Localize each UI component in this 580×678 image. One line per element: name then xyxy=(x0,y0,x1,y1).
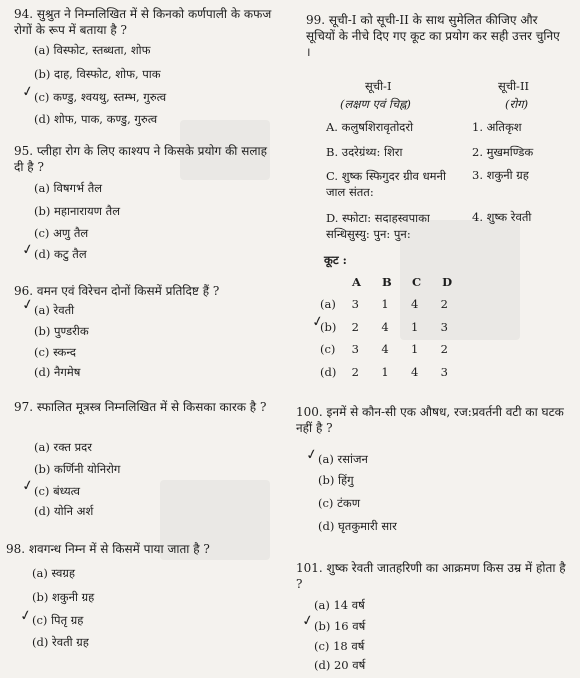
option-b[interactable]: (b) पुण्डरीक xyxy=(34,324,89,338)
list-1-item-a: A. कलुषशिरावृतोदरो xyxy=(326,120,414,134)
option-b[interactable]: (b) 16 वर्ष xyxy=(314,619,366,633)
option-d[interactable]: (d) घृतकुमारी सार xyxy=(318,519,397,533)
koot-cell: 4 xyxy=(381,320,389,334)
list-1-item-b: B. उदरेग्रंथ्य: शिरा xyxy=(326,145,403,159)
option-d[interactable]: (d) नैगमेष xyxy=(34,365,81,379)
koot-cell: 3 xyxy=(351,342,359,356)
option-c[interactable]: (c) टंकण xyxy=(318,496,361,510)
tick-mark-icon: ✓ xyxy=(18,606,34,626)
koot-label: कूट : xyxy=(324,253,347,267)
question-97 xyxy=(14,399,278,415)
koot-row-a[interactable] xyxy=(320,297,467,311)
list-2-item-4: 4. शुष्क रेवती xyxy=(472,210,532,224)
koot-cell: 1 xyxy=(381,365,389,379)
question-99 xyxy=(306,12,568,60)
koot-cell: 3 xyxy=(351,297,359,311)
koot-header-row xyxy=(320,275,468,289)
option-a[interactable]: (a) रेवती xyxy=(34,303,75,317)
koot-header-d: D xyxy=(442,275,453,289)
option-c[interactable]: (c) बंध्यत्व xyxy=(34,484,81,498)
option-a[interactable]: (a) रसांजन xyxy=(318,452,368,466)
option-b[interactable]: (b) हिंगु xyxy=(318,473,354,487)
option-d[interactable]: (d) शोफ, पाक, कण्डु, गुरुत्व xyxy=(34,112,158,126)
list-2-subheading: (रोग) xyxy=(505,97,529,111)
option-c[interactable]: (c) कण्डु, श्वयथु, स्तम्भ, गुरुत्व xyxy=(34,90,167,104)
question-98 xyxy=(6,541,278,557)
question-95 xyxy=(14,143,278,175)
question-text: 99. सूची-I को सूची-II के साथ सुमेलित कीजिए और सूचियों के नीचे दिए गए कूट का प्रयोग कर सही उत्तर चुनिए । xyxy=(306,13,560,59)
question-101 xyxy=(296,560,568,592)
option-c[interactable]: (c) पितृ ग्रह xyxy=(32,613,84,627)
list-1-heading: सूची-I xyxy=(365,79,392,93)
koot-cell: 1 xyxy=(410,320,419,334)
tick-mark-icon: ✓ xyxy=(20,240,36,260)
question-94 xyxy=(14,6,278,38)
tick-mark-icon: ✓ xyxy=(20,82,36,102)
koot-cell: 4 xyxy=(410,297,419,311)
tick-mark-icon: ✓ xyxy=(20,476,36,496)
option-a[interactable]: (a) विस्फोट, स्तब्धता, शोफ xyxy=(34,43,151,57)
option-d[interactable]: (d) योनि अर्श xyxy=(34,504,94,518)
koot-cell: 3 xyxy=(440,365,448,379)
option-a[interactable]: (a) रक्त प्रदर xyxy=(34,440,92,454)
koot-row-c[interactable] xyxy=(320,342,467,356)
question-text: 98. शवगन्ध निम्न में से किसमें पाया जाता है ? xyxy=(6,542,210,556)
option-b[interactable]: (b) कर्णिनी योनिरोग xyxy=(34,462,121,476)
question-text: 94. सुश्रुत ने निम्नलिखित में से किनको कर्णपाली के कफज रोगों के रूप में बताया है ? xyxy=(14,7,272,37)
koot-cell: 2 xyxy=(440,297,448,311)
option-a[interactable]: (a) 14 वर्ष xyxy=(314,598,365,612)
list-1-item-d: D. स्फोटा: सदाहस्वपाका सन्धिसुस्यु: पुन: पुन: xyxy=(326,211,430,241)
option-label: (b) xyxy=(320,320,337,334)
option-label: (a) xyxy=(320,297,336,311)
koot-row-d[interactable] xyxy=(320,365,467,379)
tick-mark-icon: ✓ xyxy=(20,295,36,315)
option-d[interactable]: (d) कटु तैल xyxy=(34,247,87,261)
koot-header-c: C xyxy=(412,275,422,289)
option-c[interactable]: (c) स्कन्द xyxy=(34,345,77,359)
question-text: 95. प्लीहा रोग के लिए काश्यप ने किसके प्रयोग की सलाह दी है ? xyxy=(14,144,267,174)
option-b[interactable]: (b) महानारायण तैल xyxy=(34,204,120,218)
option-d[interactable]: (d) रेवती ग्रह xyxy=(32,635,89,649)
tick-mark-icon: ✓ xyxy=(310,312,326,332)
question-text: 100. इनमें से कौन-सी एक औषध, रज:प्रवर्तनी वटी का घटक नहीं है ? xyxy=(296,405,564,435)
koot-header-b: B xyxy=(382,275,392,289)
koot-cell: 2 xyxy=(351,365,359,379)
option-label: (c) xyxy=(320,342,336,356)
koot-cell: 2 xyxy=(440,342,448,356)
koot-cell: 2 xyxy=(351,320,359,334)
question-96 xyxy=(14,283,278,299)
tick-mark-icon: ✓ xyxy=(304,445,320,465)
option-d[interactable]: (d) 20 वर्ष xyxy=(314,658,366,672)
koot-cell: 3 xyxy=(440,320,448,334)
list-2-item-1: 1. अतिकृश xyxy=(472,120,522,134)
option-a[interactable]: (a) विषगर्भ तैल xyxy=(34,181,103,195)
option-label: (d) xyxy=(320,365,337,379)
koot-cell: 1 xyxy=(381,297,389,311)
option-c[interactable]: (c) अणु तैल xyxy=(34,226,89,240)
koot-header-a: A xyxy=(352,275,361,289)
question-text: 97. स्फालित मूत्रस्त्र निम्नलिखित में से किसका कारक है ? xyxy=(14,400,267,414)
koot-cell: 4 xyxy=(410,365,419,379)
koot-row-b[interactable] xyxy=(320,320,467,334)
list-2-item-3: 3. शकुनी ग्रह xyxy=(472,168,529,182)
list-1-item-c: C. शुष्क स्फिगुदर ग्रीव धमनी जाल संतत: xyxy=(326,169,446,199)
tick-mark-icon: ✓ xyxy=(300,611,316,631)
koot-cell: 1 xyxy=(410,342,419,356)
list-2-item-2: 2. मुखमण्डिक xyxy=(472,145,534,159)
option-a[interactable]: (a) स्वग्रह xyxy=(32,566,75,580)
option-c[interactable]: (c) 18 वर्ष xyxy=(314,639,365,653)
list-2-heading: सूची-II xyxy=(498,79,530,93)
question-100 xyxy=(296,404,568,436)
option-b[interactable]: (b) शकुनी ग्रह xyxy=(32,590,95,604)
option-b[interactable]: (b) दाह, विस्फोट, शोफ, पाक xyxy=(34,67,161,81)
list-1-subheading: (लक्षण एवं चिह्न) xyxy=(340,97,411,111)
question-text: 96. वमन एवं विरेचन दोनों किसमें प्रतिदिष्ट हैं ? xyxy=(14,284,220,298)
question-text: 101. शुष्क रेवती जातहरिणी का आक्रमण किस उम्र में होता है ? xyxy=(296,561,566,591)
koot-cell: 4 xyxy=(381,342,389,356)
